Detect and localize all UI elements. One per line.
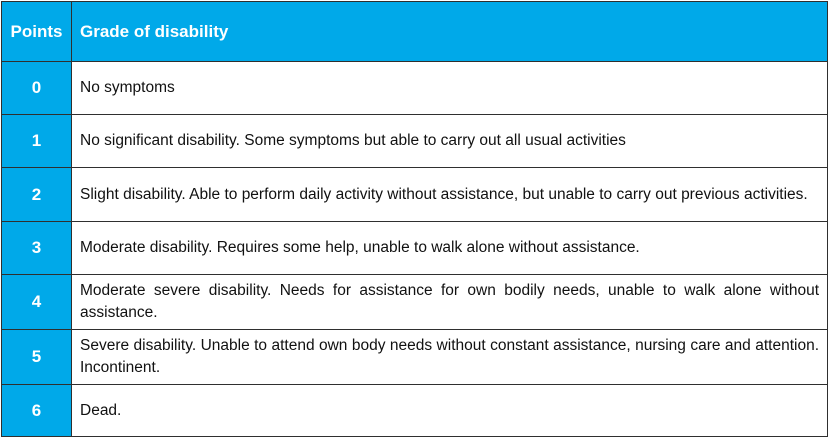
grade-cell: Slight disability. Able to perform daily activity without assistance, but unable to carry out previous activities. — [72, 168, 828, 222]
grade-cell: Dead. — [72, 385, 828, 437]
points-cell: 6 — [2, 385, 72, 437]
table-row — [2, 330, 828, 385]
grade-cell: Moderate severe disability. Needs for assistance for own bodily needs, unable to walk alone without assistance. — [72, 275, 828, 330]
disability-grade-table — [1, 1, 828, 437]
table-row — [2, 115, 828, 168]
points-cell: 2 — [2, 168, 72, 222]
points-cell: 5 — [2, 330, 72, 385]
grade-cell: No symptoms — [72, 62, 828, 115]
table-row — [2, 385, 828, 437]
points-cell: 4 — [2, 275, 72, 330]
column-header-grade: Grade of disability — [72, 2, 828, 62]
grade-cell: No significant disability. Some symptoms but able to carry out all usual activities — [72, 115, 828, 168]
table-row — [2, 222, 828, 275]
table-row — [2, 168, 828, 222]
grade-cell: Severe disability. Unable to attend own body needs without constant assistance, nursing care and attention. Incontinent. — [72, 330, 828, 385]
points-cell: 0 — [2, 62, 72, 115]
table-row — [2, 275, 828, 330]
points-cell: 1 — [2, 115, 72, 168]
header-row — [2, 2, 828, 62]
points-cell: 3 — [2, 222, 72, 275]
column-header-points: Points — [2, 2, 72, 62]
table-body — [2, 62, 828, 437]
table-row — [2, 62, 828, 115]
table-header — [2, 2, 828, 62]
grade-cell: Moderate disability. Requires some help, unable to walk alone without assistance. — [72, 222, 828, 275]
